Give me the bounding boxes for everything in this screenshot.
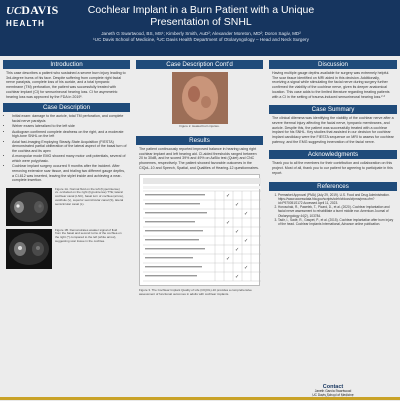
svg-text:✓: ✓: [226, 220, 231, 227]
svg-text:✓: ✓: [244, 211, 249, 218]
column-middle: [136, 60, 263, 298]
summary-heading: Case Summary: [269, 105, 397, 114]
intro-heading: Introduction: [3, 60, 130, 69]
figure-1b: [6, 229, 127, 269]
case-item: • Weber exams lateralized to the left side: [12, 124, 127, 129]
svg-text:✓: ✓: [244, 238, 249, 245]
case-item: • A monopolar mode EMG showed many motor unit potentials, several of which were polyphasic.: [12, 154, 127, 163]
case-item: • Initial exam: damage to the auricle, total TM perforation, and complete facial nerve paralysis: [12, 114, 127, 123]
figure-2-caption: Figure 2. Healed burn injuries.: [179, 124, 220, 128]
reference-item: 1. Premarket Approval (PMA) (July 29, 2019). U.S. Food and Drug Administration. https://www.accessdata.fda.gov/scripts/cdrh/cfdocs/cfpma/pma.cfm?id=P970051S172 Accessed April 11, 2023.: [278, 193, 394, 206]
column-right: [269, 60, 397, 228]
case-item: • Audiogram confirmed complete deafness on the right, and a moderate high-tone SNHL on the left: [12, 130, 127, 139]
discussion-heading: Discussion: [269, 60, 397, 69]
svg-text:✓: ✓: [244, 265, 249, 272]
affiliation: ¹UC Davis School of Medicine, ²UC Davis Health Department of Otolaryngology – Head and Neck Surgery: [93, 37, 309, 42]
results-text: The patient continuously reported improved balance in hearing using right cochlear implant and left hearing aid. CI-aided thresholds ranged between 20 to 30dB, and he scored 39% and 49% on AzBio test (Quiet) and CNC phonemes, respectively. The patient showed favorable outcomes in the CIQoL-10 and Speech, Spatial, and Qualities of Hearing-12 questionnaires.: [139, 146, 259, 170]
svg-text:✓: ✓: [235, 229, 240, 236]
logo-davis: DAVIS: [21, 3, 59, 17]
poster-header: [0, 0, 400, 56]
reference-item: 3. Tadir, I., Sadé, R., Gaspet, P., et al. (2015). Cochlear implantation after burn injury of the head. Cochlear Implants International, Advance online publication.: [278, 218, 394, 226]
contact-name: Janeth Garcia Swartwood: [314, 389, 352, 393]
author-list: Janeth G Swartwood, BS, MS¹; Kimberly Smith, AuD²; Alexander Moreton, MD²; Doron Sagiv, MD²: [101, 31, 301, 36]
figure-1b-caption: Figure 1B. Demonstrates weaker signal of fluid from the basal and second turns of the cochlea on the right (*) compared to the left (white arrow), suggesting scar tissue in the cochlea.: [55, 227, 122, 244]
poster-authors: [60, 31, 342, 43]
figure-2: [172, 72, 228, 124]
logo-health: HEALTH: [6, 19, 46, 28]
case-list: [3, 112, 130, 185]
poster-title: Cochlear Implant in a Burn Patient with a Unique Presentation of SNHL: [87, 4, 315, 28]
summary-text: The clinical dilemma was identifying the viability of the cochlear nerve after a severe thermal injury affecting the facial nerve, tympanic membranes, and auricle. Despite this, the patient was successfully treated with a cochlear implant for his SNHL. Key studies that assisted in our decision for cochlear implant candidacy were the FIESTA sequence on MRI to assess for cochlear patency, and the EMG suggesting innervation of the facial nerve.: [272, 116, 394, 144]
column-left: [3, 60, 130, 269]
discussion-text: Having multiple gauge depths available for surgery was extremely helpful. The scar tissue identified on MRI aided in this decision. Additionally, receiving a signal while stimulating the facial nerve during surgery further confirmed the viability of the cochlear nerve, given its deeper anatomical location. This case adds to the limited literature regarding treating patients with a CI in the setting of trauma-induced sensorineural hearing loss.²·³: [272, 71, 390, 99]
contact-org: UC Davis School of Medicine: [312, 392, 354, 397]
figure-3-caption: Figure 3. The Cochlear Implant Quality of Life (CIQOL)-10 provides a comprehensive assessment of functional outcomes in adults with cochlear implants.: [139, 288, 252, 297]
figure-1a-caption: Figure 1A. Normal fluid on the left (hyperintense) vs. occluded on the right (hypointense) TTE; lateral cochlear canal (LNC), basal turn of cochlea (arrow), vestibule (v), superior semicircular canal (S), lateral semicircular canal (L).: [55, 186, 124, 206]
mri-image-1b: [6, 229, 52, 269]
mri-scan-graphic-b: [6, 229, 52, 269]
contact-heading: Contact: [322, 384, 344, 390]
svg-text:✓: ✓: [226, 193, 231, 200]
logo-uc: UC: [6, 5, 22, 17]
reference-item: 2. Horoschak, R., Pawelek, T., Picard, D., et al. (2020). Cochlear implantation and facial nerve assessment to rehabilitate a burnt middle ear. American Journal of Otolaryngology 44(2), 103784.: [278, 205, 394, 218]
case-item: • Axial fast-imaging Employing Steady-State Acquisition (FIESTA) demonstrated partial obliteration of the lateral aspect of the basal turn of the cochlea and its apex: [12, 140, 127, 154]
intro-text: This case describes a patient who sustained a severe burn injury leading to 3rd-degree burns of his face. Despite suffering from complete right facial nerve paralysis, complete loss of his auricle, and a total tympanic membrane (TM) perforation, the patient was successfully treated with cochlear implant (CI) for sensorineural hearing loss. CI for asymmetric hearing loss was approved by the FDA in 2019¹.: [6, 71, 126, 99]
questionnaire-table-graphic: [143, 178, 261, 282]
results-heading: Results: [136, 136, 263, 145]
svg-text:✓: ✓: [235, 274, 240, 281]
burn-photo-graphic: [172, 72, 228, 124]
svg-text:✓: ✓: [235, 202, 240, 209]
case-heading: Case Description: [3, 103, 130, 112]
figure-3-questionnaire: [139, 174, 260, 286]
ack-text: Thank you to all the members for their contribution and collaboration on this project. Most of all, thank you to our patient for agreeing to participate in this report.: [272, 161, 393, 175]
figure-1a: [6, 188, 127, 226]
svg-text:✓: ✓: [235, 247, 240, 254]
mri-scan-graphic: [6, 188, 52, 226]
case-cont-heading: Case Description Cont'd: [136, 60, 263, 69]
mri-image-1a: [6, 188, 52, 226]
ucdavis-health-logo: [6, 3, 59, 29]
svg-text:✓: ✓: [226, 256, 231, 263]
ack-heading: Acknowledgments: [269, 150, 397, 159]
case-item: • Cochlear implant surgery occurred 9 months after the incident. After removing extensive scar tissue, and trialing two different gauge depths, a CI-612 was inserted, leaving the stylet inside and achieving a near-complete insertion.: [12, 164, 127, 183]
references-list: [269, 191, 397, 229]
references-heading: References: [269, 182, 397, 191]
